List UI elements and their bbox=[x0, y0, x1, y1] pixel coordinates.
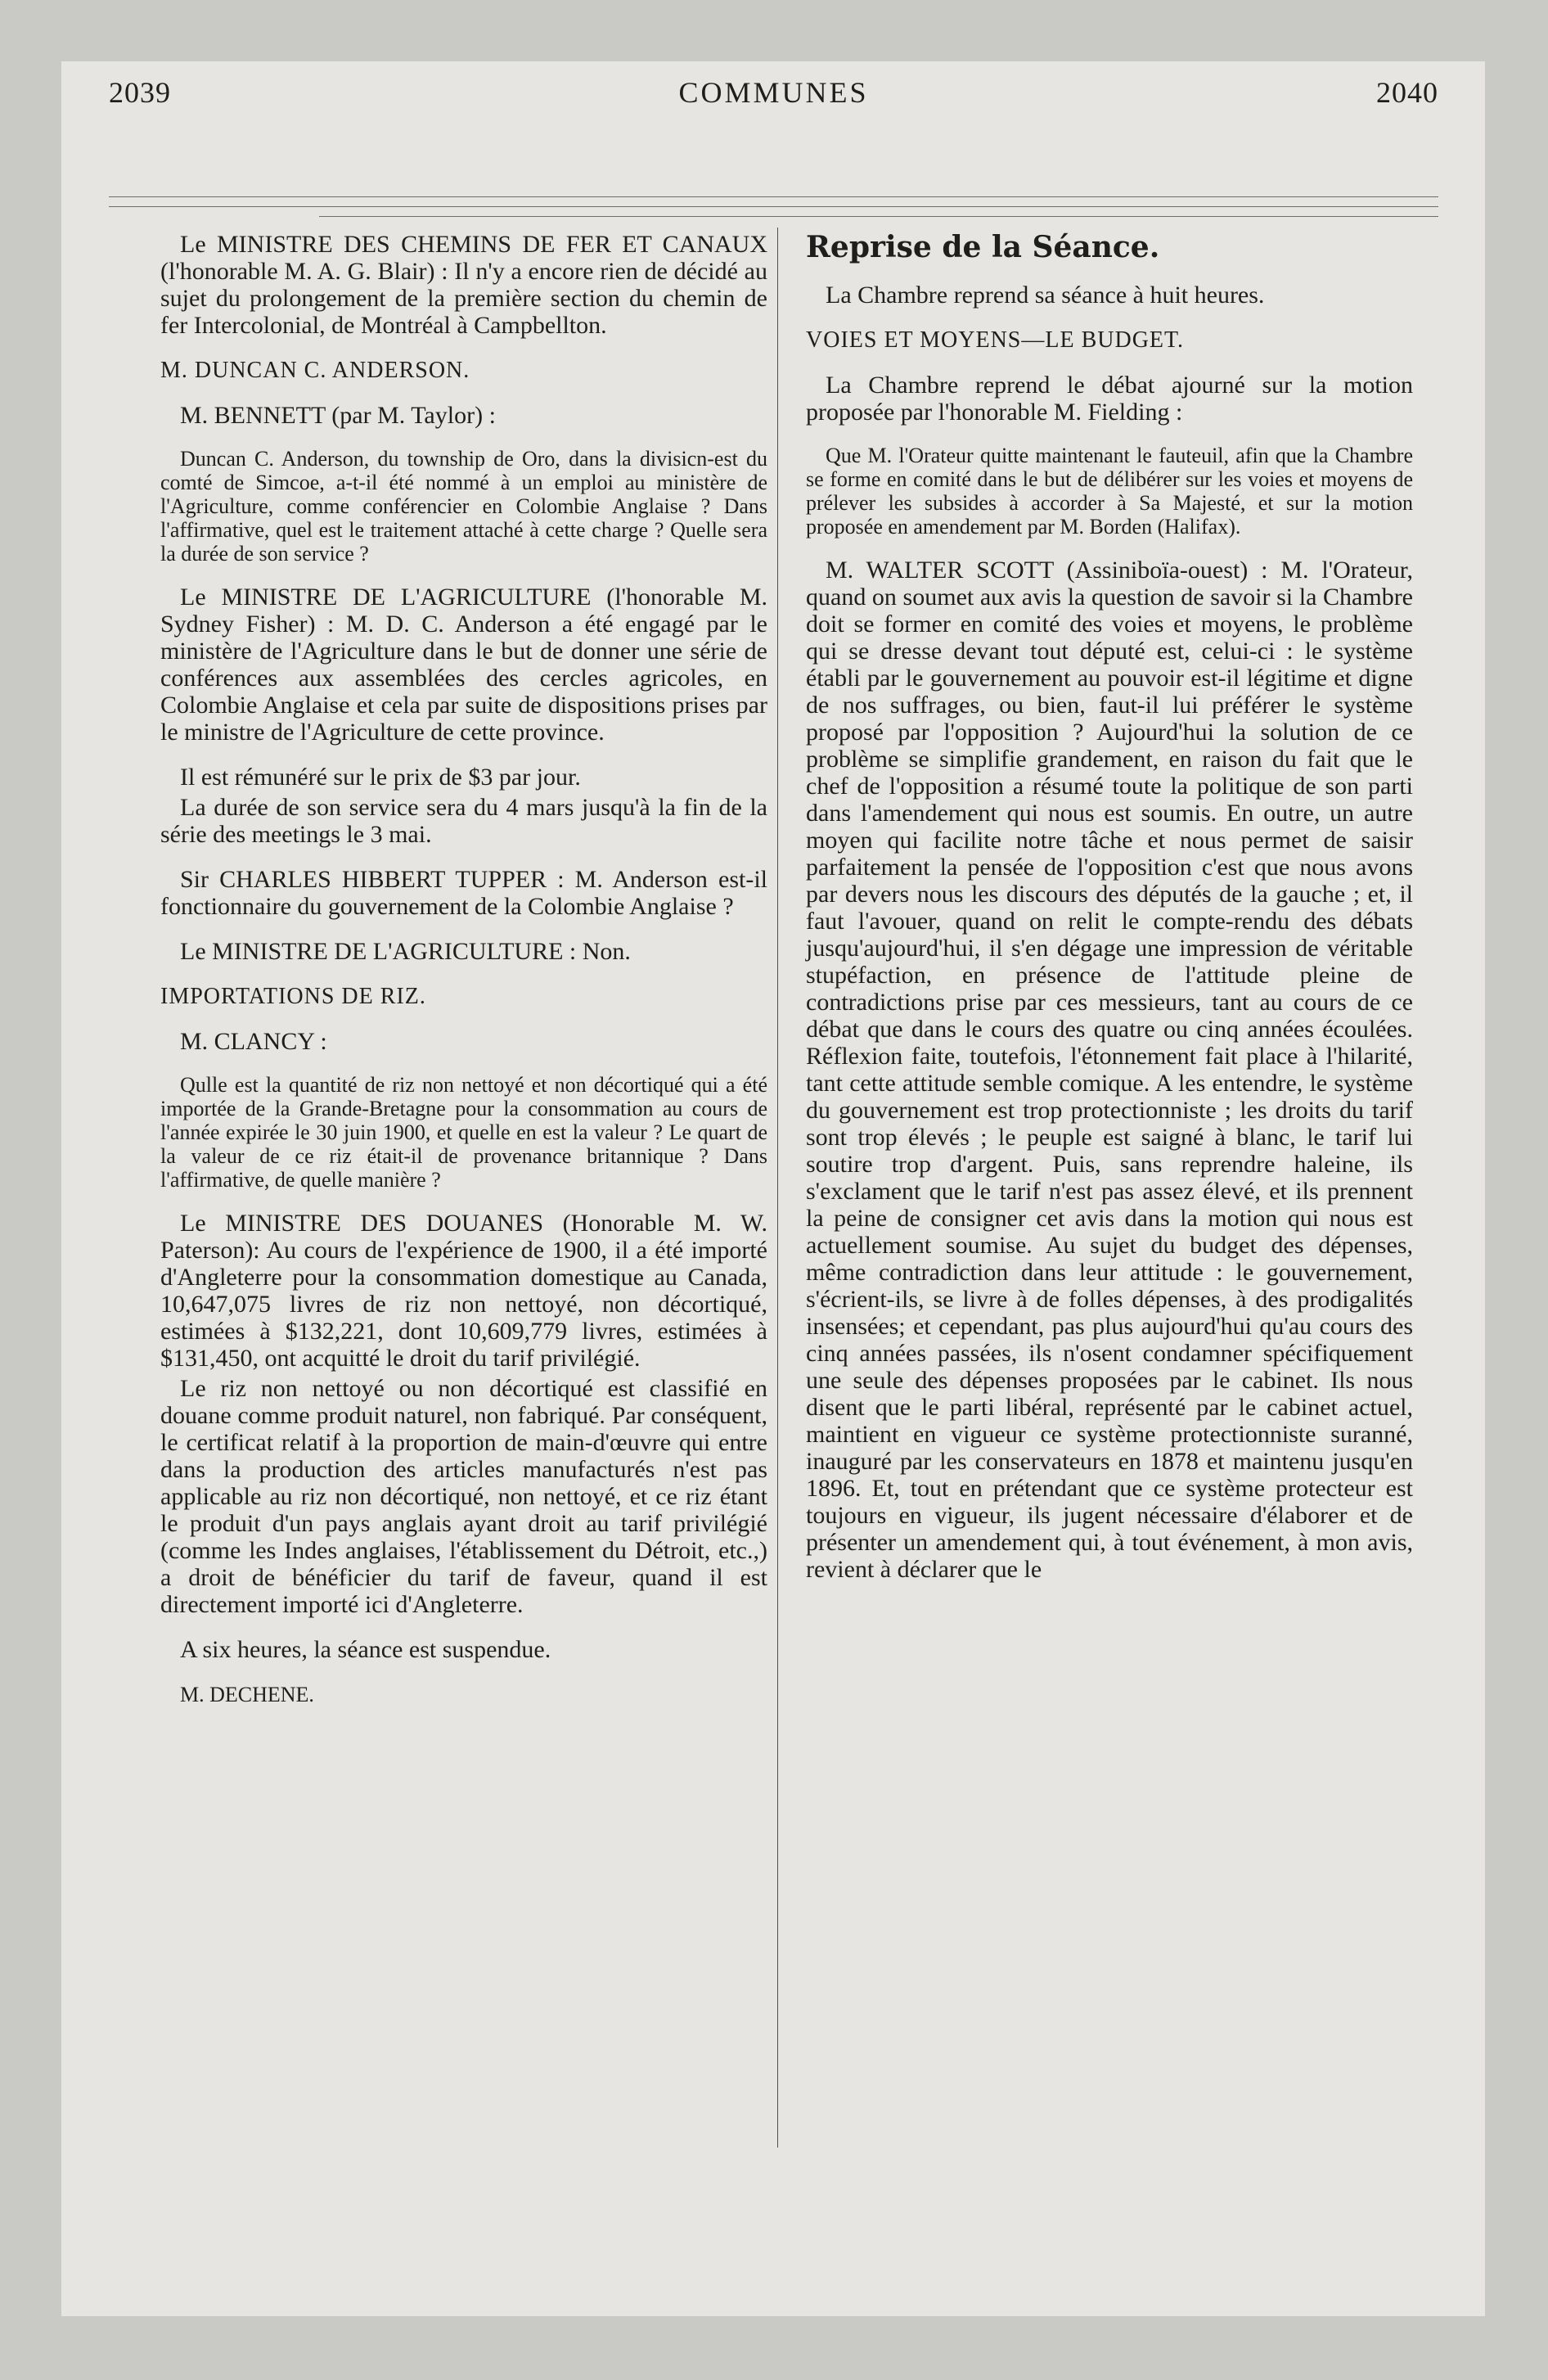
header-rule-top bbox=[109, 196, 1438, 197]
right-column bbox=[806, 231, 1413, 1601]
para-six-heures: A six heures, la séance est suspendue. bbox=[180, 1636, 551, 1663]
para-dechene: M. DECHENE. bbox=[180, 1683, 314, 1706]
para-question-duncan: Duncan C. Anderson, du township de Oro, dans la divisicn-est du comté de Simcoe, a-t-il été nommé à un emploi au ministère de l'Agriculture, comme conférencier en Colombie Anglaise ? Dans l'affirmative, quel est le traitement attaché à cette charge ? Quelle sera la durée de son service ? bbox=[160, 447, 767, 566]
para-question-riz: Qulle est la quantité de riz non nettoyé et non décortiqué qui a été importée de la Grande-Bretagne pour la consommation au cours de l'année expirée le 30 juin 1900, et quelle en est la valeur ? Le quart de la valeur de ce riz était-il de provenance britannique ? Dans l'affirmative, de quelle manière ? bbox=[160, 1073, 767, 1192]
page-title: COMMUNES bbox=[678, 76, 869, 109]
header-rule-bottom bbox=[109, 206, 1438, 207]
heading-riz: IMPORTATIONS DE RIZ. bbox=[160, 984, 426, 1009]
left-column bbox=[160, 231, 767, 1726]
para-tupper: Sir CHARLES HIBBERT TUPPER : M. Anderson est-il fonctionnaire du gouvernement de la Colombie Anglaise ? bbox=[160, 866, 767, 920]
heading-voies-moyens: VOIES ET MOYENS—LE BUDGET. bbox=[806, 327, 1185, 353]
para-ministre-non: Le MINISTRE DE L'AGRICULTURE : Non. bbox=[180, 938, 631, 965]
para-walter-scott: M. WALTER SCOTT (Assiniboïa-ouest) : M. l'Orateur, quand on soumet aux avis la question de savoir si la Chambre doit se former en comité des voies et moyens, le problème qui se dresse devant tout député est, celui-ci : le système établi par le gouvernement au pouvoir est-il légitime et digne de nos suffrages, ou bien, faut-il lui préférer le système proposé par l'opposition ? Aujourd'hui la solution de ce problème se simplifie grandement, en raison du fait que le chef de l'opposition a résumé toute la politique de son parti dans l'amendement qui nous est soumis. En outre, un autre moyen qui facilite notre tâche et nous permet de saisir parfaitement la pensée de l'opposition c'est que nous avons par devers nous les discours des députés de la gauche ; et, il faut l'avouer, quand on relit le compte-rendu des débats jusqu'aujourd'hui, il s'en dégage une impression de véritable stupéfaction, en présence de l'attitude pleine de contradictions prise par ces messieurs, tant au cours de ce débat que dans le cours des quatre ou cinq années écoulées. Réflexion faite, toutefois, l'étonnement fait place à l'hilarité, tant cette attitude semble comique. A les entendre, le système du gouvernement est trop protectionniste ; les droits du tarif sont trop élevés ; le peuple est saigné à blanc, le tarif lui soutire trop d'argent. Puis, sans reprendre haleine, ils s'exclament que le tarif n'est pas assez élevé, et ils prennent la peine de consigner cet avis dans la motion qui nous est actuellement soumise. Au sujet du budget des dépenses, même contradiction dans leur attitude : le gouvernement, s'écrient-ils, se livre à de folles dépenses, à des prodigalités insensées; et cependant, pas plus aujourd'hui qu'au cours des cinq années passées, ils n'osent condamner spécifiquement une seule des dépenses proposées par le cabinet. Ils nous disent que le parti libéral, représenté par le cabinet actuel, maintient en vigueur ce système protectionniste suranné, inauguré par les conservateurs en 1878 et maintenu jusqu'en 1896. Et, tout en prétendant que ce système protecteur est toujours en vigueur, ils jugent nécessaire d'élaborer et de présenter un amendement qui, à tout événement, à mon avis, revient à déclarer que le bbox=[806, 557, 1413, 1583]
para-ministre-douanes: Le MINISTRE DES DOUANES (Honorable M. W. Paterson): Au cours de l'expérience de 1900, il a été importé d'Angleterre pour la consommation domestique au Canada, 10,647,075 livres de riz non nettoyé, non décortiqué, estimées à $132,221, dont 10,609,779 livres, estimées à $131,450, ont acquitté le droit du tarif privilégié. bbox=[160, 1210, 767, 1372]
page-number-right: 2040 bbox=[1376, 76, 1438, 109]
header-rule-third bbox=[319, 216, 1438, 217]
page-header bbox=[109, 75, 1438, 124]
para-duree: La durée de son service sera du 4 mars jusqu'à la fin de la série des meetings le 3 mai. bbox=[160, 794, 767, 848]
para-chambre-reprend: La Chambre reprend sa séance à huit heures. bbox=[826, 282, 1265, 309]
heading-duncan: M. DUNCAN C. ANDERSON. bbox=[160, 358, 470, 383]
para-debat-ajourne: La Chambre reprend le débat ajourné sur la motion proposée par l'honorable M. Fielding : bbox=[806, 372, 1413, 426]
heading-reprise: Reprise de la Séance. bbox=[806, 230, 1160, 264]
para-riz-classifie: Le riz non nettoyé ou non décortiqué est classifié en douane comme produit naturel, non fabriqué. Par conséquent, le certificat relatif à la proportion de main-d'œuvre qui entre dans la production des articles manufacturés n'est pas applicable au riz non décortiqué, non nettoyé, et ce riz étant le produit d'un pays anglais ayant droit au tarif privilégié (comme les Indes anglaises, l'établissement du Détroit, etc.,) a droit de bénéficier du tarif de faveur, quand il est directement importé ici d'Angleterre. bbox=[160, 1375, 767, 1618]
para-bennett: M. BENNETT (par M. Taylor) : bbox=[180, 402, 496, 429]
para-ministre-chemins: Le MINISTRE DES CHEMINS DE FER ET CANAUX (l'honorable M. A. G. Blair) : Il n'y a encore rien de décidé au sujet du prolongement de la première section du chemin de fer Intercolonial, de Montréal à Campbellton. bbox=[160, 231, 767, 339]
para-remunere: Il est rémunéré sur le prix de $3 par jour. bbox=[180, 764, 581, 791]
para-clancy: M. CLANCY : bbox=[180, 1028, 327, 1055]
para-motion: Que M. l'Orateur quitte maintenant le fauteuil, afin que la Chambre se forme en comité dans le but de délibérer sur les voies et moyens de prélever les subsides à accorder à Sa Majesté, et sur la motion proposée en amendement par M. Borden (Halifax). bbox=[806, 444, 1413, 539]
column-divider bbox=[777, 228, 778, 2148]
page-number-left: 2039 bbox=[109, 76, 171, 109]
para-ministre-agriculture: Le MINISTRE DE L'AGRICULTURE (l'honorable M. Sydney Fisher) : M. D. C. Anderson a été engagé par le ministère de l'Agriculture dans le but de donner une série de conférences aux assemblées des cercles agricoles, en Colombie Anglaise et cela par suite de dispositions prises par le ministre de l'Agriculture de cette province. bbox=[160, 584, 767, 746]
